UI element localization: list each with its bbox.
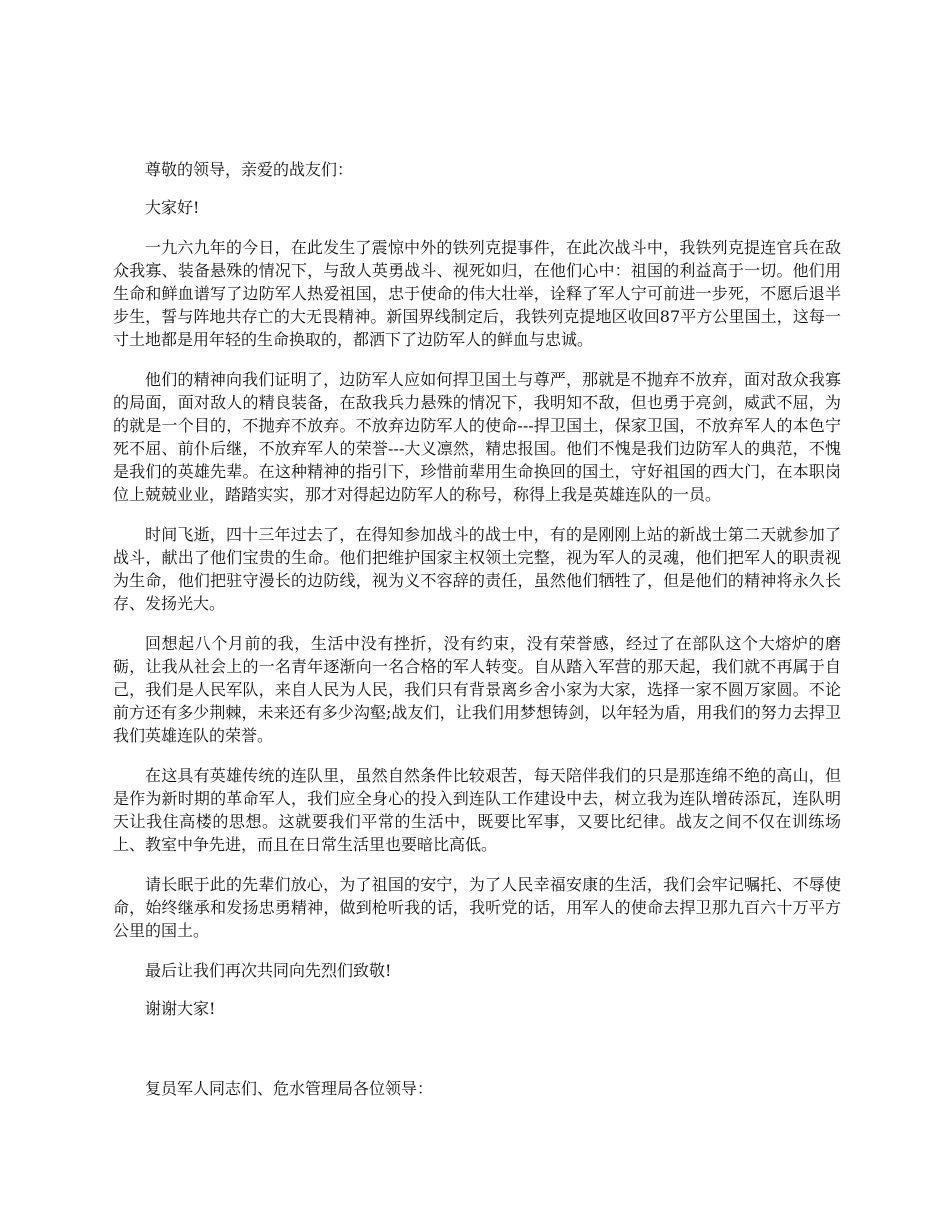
second-salutation: 复员军人同志们、危水管理局各位领导： [145, 1079, 434, 1098]
greeting: 大家好! [145, 198, 200, 217]
paragraph-salute: 最后让我们再次共同向先烈们致敬! [145, 961, 392, 980]
paragraph-pledge: 请长眠于此的先辈们放心，为了祖国的安宁，为了人民幸福安康的生活，我们会牢记嘱托、不辱使命，始终继承和发扬忠勇精神，做到枪听我的话，我听党的话，用军人的使命去捍卫那九百六十万平方公里的国土。 [113, 875, 841, 940]
paragraph-incident: 一九六九年的今日，在此发生了震惊中外的铁列克提事件，在此次战斗中，我铁列克提连官兵在敌众我寡、装备悬殊的情况下，与敌人英勇战斗、视死如归，在他们心中：祖国的利益高于一切。他们用生命和鲜血谱写了边防军人热爱祖国，忠于使命的伟大壮举，诠释了军人宁可前进一步死，不愿后退半步生，誓与阵地共存亡的大无畏精神。新国界线制定后，我铁列克提地区收回87平方公里国土，这每一寸土地都是用年轻的生命换取的，都洒下了边防军人的鲜血与忠诚。 [113, 238, 841, 349]
paragraph-time: 时间飞逝，四十三年过去了，在得知参加战斗的战士中，有的是刚刚上站的新战士第二天就参加了战斗，献出了他们宝贵的生命。他们把维护国家主权领土完整，视为军人的灵魂，他们把军人的职责视为生命，他们把驻守漫长的边防线，视为义不容辞的责任，虽然他们牺牲了，但是他们的精神将永久长存、发扬光大。 [113, 525, 841, 613]
paragraph-company: 在这具有英雄传统的连队里，虽然自然条件比较艰苦，每天陪伴我们的只是那连绵不绝的高山，但是作为新时期的革命军人，我们应全身心的投入到连队工作建设中去，树立我为连队增砖添瓦，连队明天让我住高楼的思想。这就要我们平常的生活中，既要比军事，又要比纪律。战友之间不仅在训练场上、教室中争先进，而且在日常生活里也要暗比高低。 [113, 766, 841, 854]
paragraph-spirit: 他们的精神向我们证明了，边防军人应如何捍卫国土与尊严，那就是不抛弃不放弃，面对敌众我寡的局面，面对敌人的精良装备，在敌我兵力悬殊的情况下，我明知不敌，但也勇于亮剑，威武不屈，为的就是一个目的，不抛弃不放弃。不放弃边防军人的使命---捍卫国土，保家卫国，不放弃军人的本色宁死不屈、前仆后继，不放弃军人的荣誉---大义凛然，精忠报国。他们不愧是我们边防军人的典范，不愧是我们的英雄先辈。在这种精神的指引下，珍惜前辈用生命换回的国土，守好祖国的西大门，在本职岗位上兢兢业业，踏踏实实，那才对得起边防军人的称号，称得上我是英雄连队的一员。 [113, 370, 841, 504]
salutation: 尊敬的领导，亲爱的战友们： [145, 160, 354, 179]
document-body [113, 158, 841, 1100]
paragraph-recollection: 回想起八个月前的我，生活中没有挫折，没有约束，没有荣誉感，经过了在部队这个大熔炉的磨砺，让我从社会上的一名青年逐渐向一名合格的军人转变。自从踏入军营的那天起，我们就不再属于自己，我们是人民军队，来自人民为人民，我们只有背景离乡舍小家为大家，选择一家不圆万家圆。不论前方还有多少荆棘，未来还有多少沟壑;战友们，让我们用梦想铸剑，以年轻为盾，用我们的努力去捍卫我们英雄连队的荣誉。 [113, 634, 841, 745]
closing-thanks: 谢谢大家! [145, 999, 216, 1018]
